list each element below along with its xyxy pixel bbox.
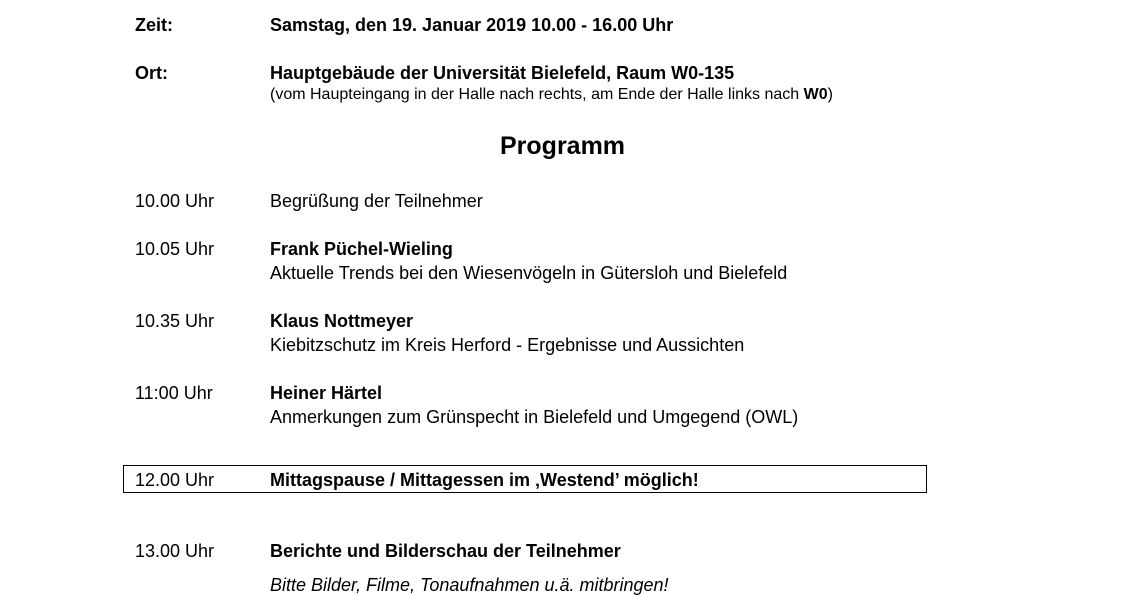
- place-note-prefix: (vom Haupteingang in der Halle nach rechts, am Ende der Halle links nach: [270, 86, 804, 103]
- place-note-bold: W0: [803, 86, 828, 103]
- place-label: Ort:: [135, 63, 168, 83]
- program-text-4: Anmerkungen zum Grünspecht in Bielefeld und Umgegend (OWL): [270, 407, 799, 427]
- program-text-3: Kiebitzschutz im Kreis Herford - Ergebnisse und Aussichten: [270, 335, 745, 355]
- place-note-suffix: ): [827, 86, 833, 103]
- program-time-2: 10.05 Uhr: [135, 239, 215, 259]
- program-speaker-2: Frank Püchel-Wieling: [270, 239, 453, 259]
- program-time-1: 10.00 Uhr: [135, 191, 215, 211]
- program-time-5: 12.00 Uhr: [135, 470, 215, 490]
- program-time-4: 11:00 Uhr: [135, 383, 213, 403]
- time-value: Samstag, den 19. Januar 2019 10.00 - 16.00 Uhr: [270, 15, 674, 35]
- program-text-1: Begrüßung der Teilnehmer: [270, 191, 483, 211]
- place-value: Hauptgebäude der Universität Bielefeld, Raum W0-135: [270, 63, 735, 83]
- program-speaker-6: Berichte und Bilderschau der Teilnehmer: [270, 541, 621, 561]
- program-text-2: Aktuelle Trends bei den Wiesenvögeln in Gütersloh und Bielefeld: [270, 263, 788, 283]
- program-speaker-4: Heiner Härtel: [270, 383, 383, 403]
- program-heading: Programm: [500, 132, 626, 160]
- program-text-6: Bitte Bilder, Filme, Tonaufnahmen u.ä. mitbringen!: [270, 575, 669, 595]
- program-lunch-title: Mittagspause / Mittagessen im ‚Westend’ möglich!: [270, 470, 699, 490]
- program-time-6: 13.00 Uhr: [135, 541, 215, 561]
- program-speaker-3: Klaus Nottmeyer: [270, 311, 414, 331]
- place-note: [270, 86, 833, 104]
- program-time-3: 10.35 Uhr: [135, 311, 215, 331]
- time-label: Zeit:: [135, 15, 173, 35]
